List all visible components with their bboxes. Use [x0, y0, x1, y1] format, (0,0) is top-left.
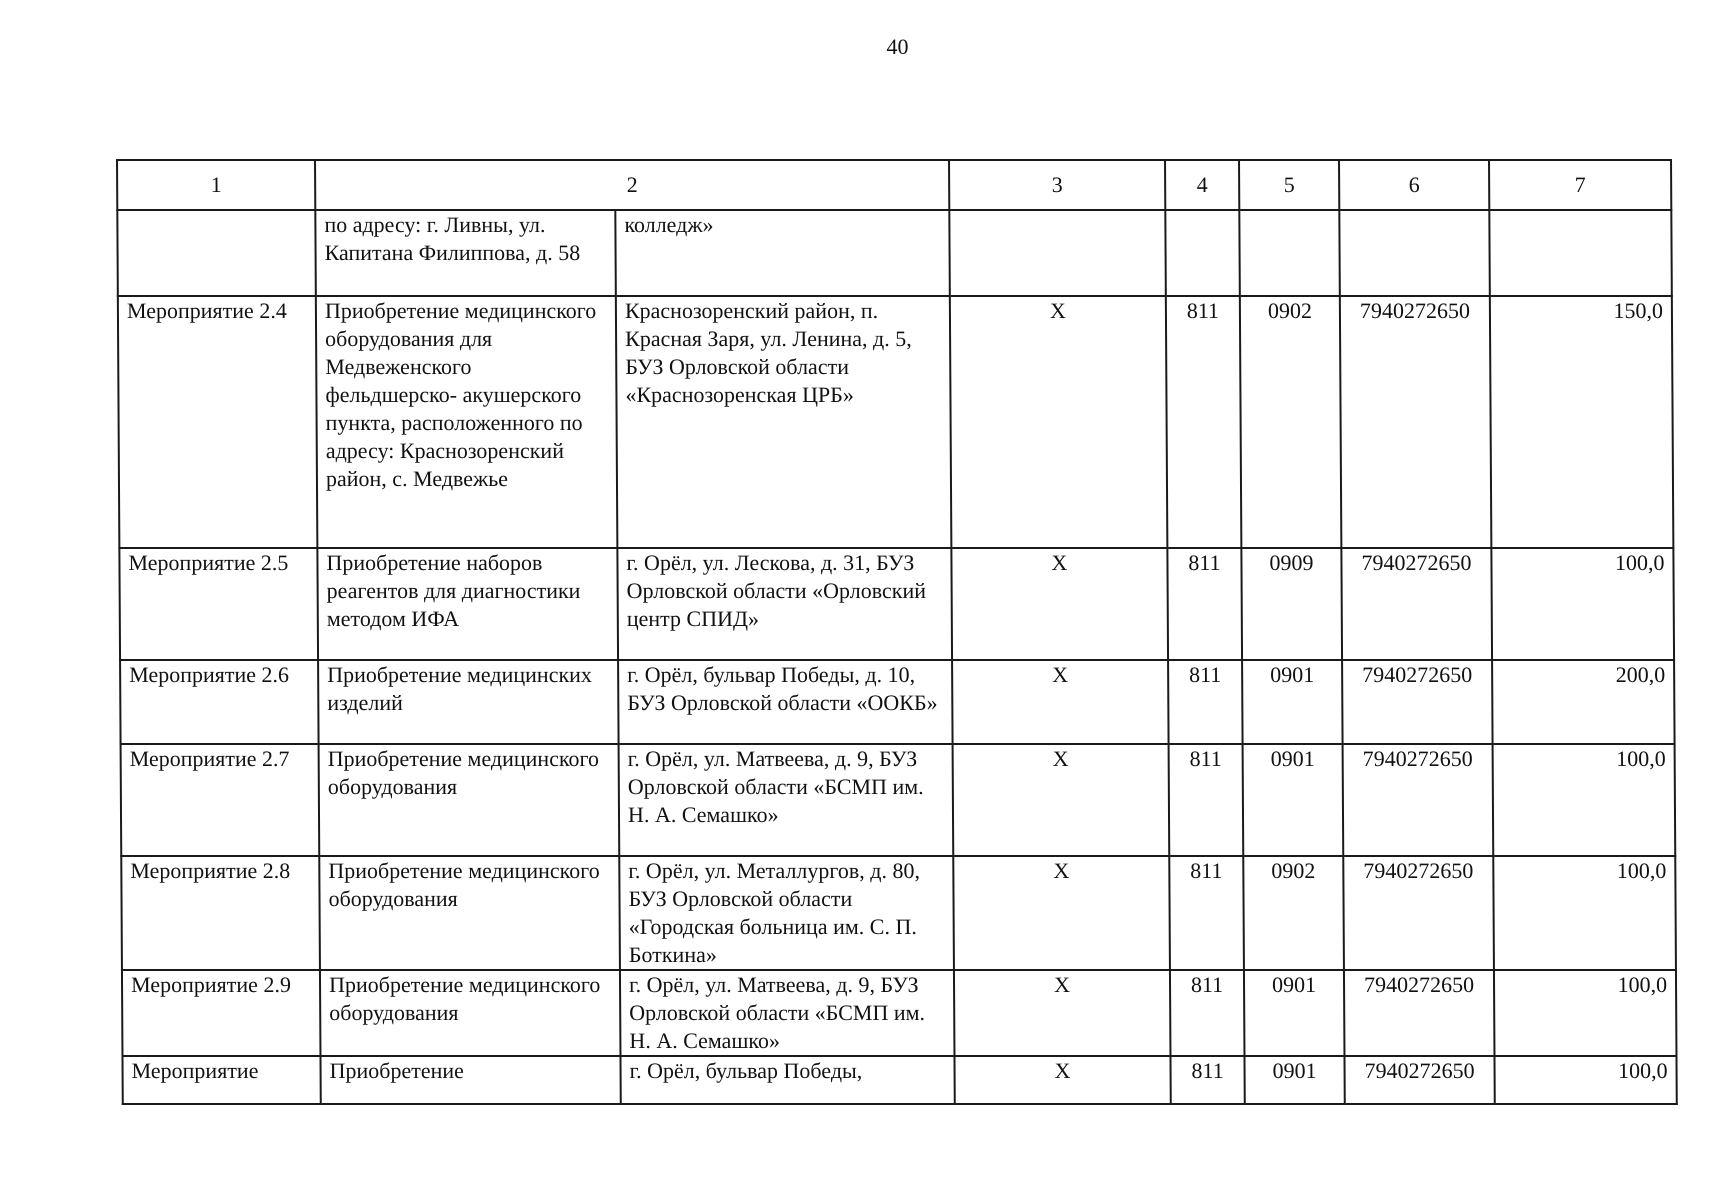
cell-col5: 0901 [1244, 970, 1345, 1056]
header-cell-4: 4 [1165, 160, 1239, 210]
header-cell-1: 1 [117, 160, 315, 210]
cell-address: г. Орёл, ул. Матвеева, д. 9, БУЗ Орловской области «БСМП им. Н. А. Семашко» [619, 744, 954, 856]
cell-event-id: Мероприятие 2.5 [119, 548, 318, 660]
cell-col3: X [950, 296, 1168, 548]
table-row [121, 744, 1676, 856]
cell-col7: 100,0 [1493, 744, 1676, 856]
cell-col4: 811 [1169, 744, 1244, 856]
cell-event-id: Мероприятие 2.4 [118, 296, 318, 548]
header-cell-6: 6 [1339, 160, 1489, 210]
table-row [120, 660, 1675, 744]
cell-col5: 0902 [1240, 296, 1342, 548]
cell-address: Краснозоренский район, п. Красная Заря, ул. Ленина, д. 5, БУЗ Орловской области «Краснозоренская ЦРБ» [616, 296, 952, 548]
cell-address: колледж» [615, 210, 950, 296]
cell-col3: X [951, 548, 1168, 660]
cell-col3 [949, 210, 1166, 296]
cell-col4: 811 [1168, 660, 1243, 744]
cell-col7: 100,0 [1494, 1056, 1676, 1104]
cell-name: Приобретение медицинского оборудования [319, 744, 620, 856]
cell-col4: 811 [1167, 548, 1242, 660]
cell-col3: X [953, 856, 1170, 970]
cell-event-id: Мероприятие 2.8 [121, 856, 320, 970]
cell-col6: 7940272650 [1343, 856, 1494, 970]
cell-col5: 0901 [1244, 1056, 1344, 1104]
cell-col4 [1165, 210, 1240, 296]
cell-col6: 7940272650 [1340, 296, 1492, 548]
cell-col6: 7940272650 [1344, 1056, 1494, 1104]
cell-name: Приобретение медицинского оборудования [320, 970, 621, 1056]
table-row [121, 856, 1676, 970]
cell-address: г. Орёл, ул. Лескова, д. 31, БУЗ Орловской области «Орловский центр СПИД» [617, 548, 952, 660]
header-cell-3: 3 [949, 160, 1165, 210]
cell-col4: 811 [1170, 970, 1245, 1056]
cell-col5: 0909 [1241, 548, 1342, 660]
table-row [118, 296, 1674, 548]
cell-col6: 7940272650 [1343, 744, 1494, 856]
cell-name: Приобретение медицинского оборудования для Медвеженского фельдшерско- акушерского пункта, расположенного по адресу: Краснозоренский район, с. Медвежье [316, 296, 618, 548]
cell-col3: X [954, 970, 1171, 1056]
cell-col7: 100,0 [1491, 548, 1674, 660]
header-row [117, 160, 1671, 210]
cell-name: Приобретение медицинских изделий [318, 660, 619, 744]
table-row-continued [117, 210, 1672, 296]
cell-name: по адресу: г. Ливны, ул. Капитана Филиппова, д. 58 [315, 210, 616, 296]
cell-col6: 7940272650 [1341, 548, 1492, 660]
cell-col4: 811 [1169, 856, 1244, 970]
header-cell-5: 5 [1239, 160, 1339, 210]
cell-col7: 200,0 [1492, 660, 1675, 744]
cell-col1 [117, 210, 316, 296]
table-row [122, 970, 1677, 1056]
budget-table [116, 159, 1678, 1105]
table-row [122, 1056, 1676, 1104]
cell-name: Приобретение медицинского оборудования [319, 856, 620, 970]
cell-col6 [1339, 210, 1490, 296]
cell-col7: 100,0 [1494, 970, 1677, 1056]
cell-name: Приобретение [320, 1056, 620, 1104]
cell-col4: 811 [1170, 1056, 1244, 1104]
table-row [119, 548, 1674, 660]
cell-col3: X [952, 660, 1169, 744]
cell-col7 [1489, 210, 1672, 296]
cell-address: г. Орёл, бульвар Победы, д. 10, БУЗ Орловской области «ООКБ» [618, 660, 953, 744]
cell-col7: 150,0 [1490, 296, 1674, 548]
header-cell-7: 7 [1489, 160, 1671, 210]
header-cell-2: 2 [315, 160, 949, 210]
cell-address: г. Орёл, бульвар Победы, [620, 1056, 954, 1104]
cell-col3: X [954, 1056, 1170, 1104]
cell-name: Приобретение наборов реагентов для диагностики методом ИФА [317, 548, 618, 660]
cell-address: г. Орёл, ул. Металлургов, д. 80, БУЗ Орловской области «Городская больница им. С. П. Боткина» [619, 856, 954, 970]
cell-event-id: Мероприятие 2.9 [122, 970, 321, 1056]
cell-event-id: Мероприятие 2.7 [121, 744, 320, 856]
cell-col7: 100,0 [1493, 856, 1676, 970]
page-number: 40 [886, 34, 909, 59]
cell-col3: X [953, 744, 1170, 856]
cell-event-id: Мероприятие [122, 1056, 320, 1104]
cell-col4: 811 [1166, 296, 1242, 548]
cell-col5: 0902 [1243, 856, 1344, 970]
cell-col5: 0901 [1243, 744, 1344, 856]
cell-col5 [1239, 210, 1340, 296]
cell-col6: 7940272650 [1342, 660, 1493, 744]
cell-col6: 7940272650 [1344, 970, 1495, 1056]
cell-event-id: Мероприятие 2.6 [120, 660, 319, 744]
cell-col5: 0901 [1242, 660, 1343, 744]
cell-address: г. Орёл, ул. Матвеева, д. 9, БУЗ Орловской области «БСМП им. Н. А. Семашко» [620, 970, 955, 1056]
